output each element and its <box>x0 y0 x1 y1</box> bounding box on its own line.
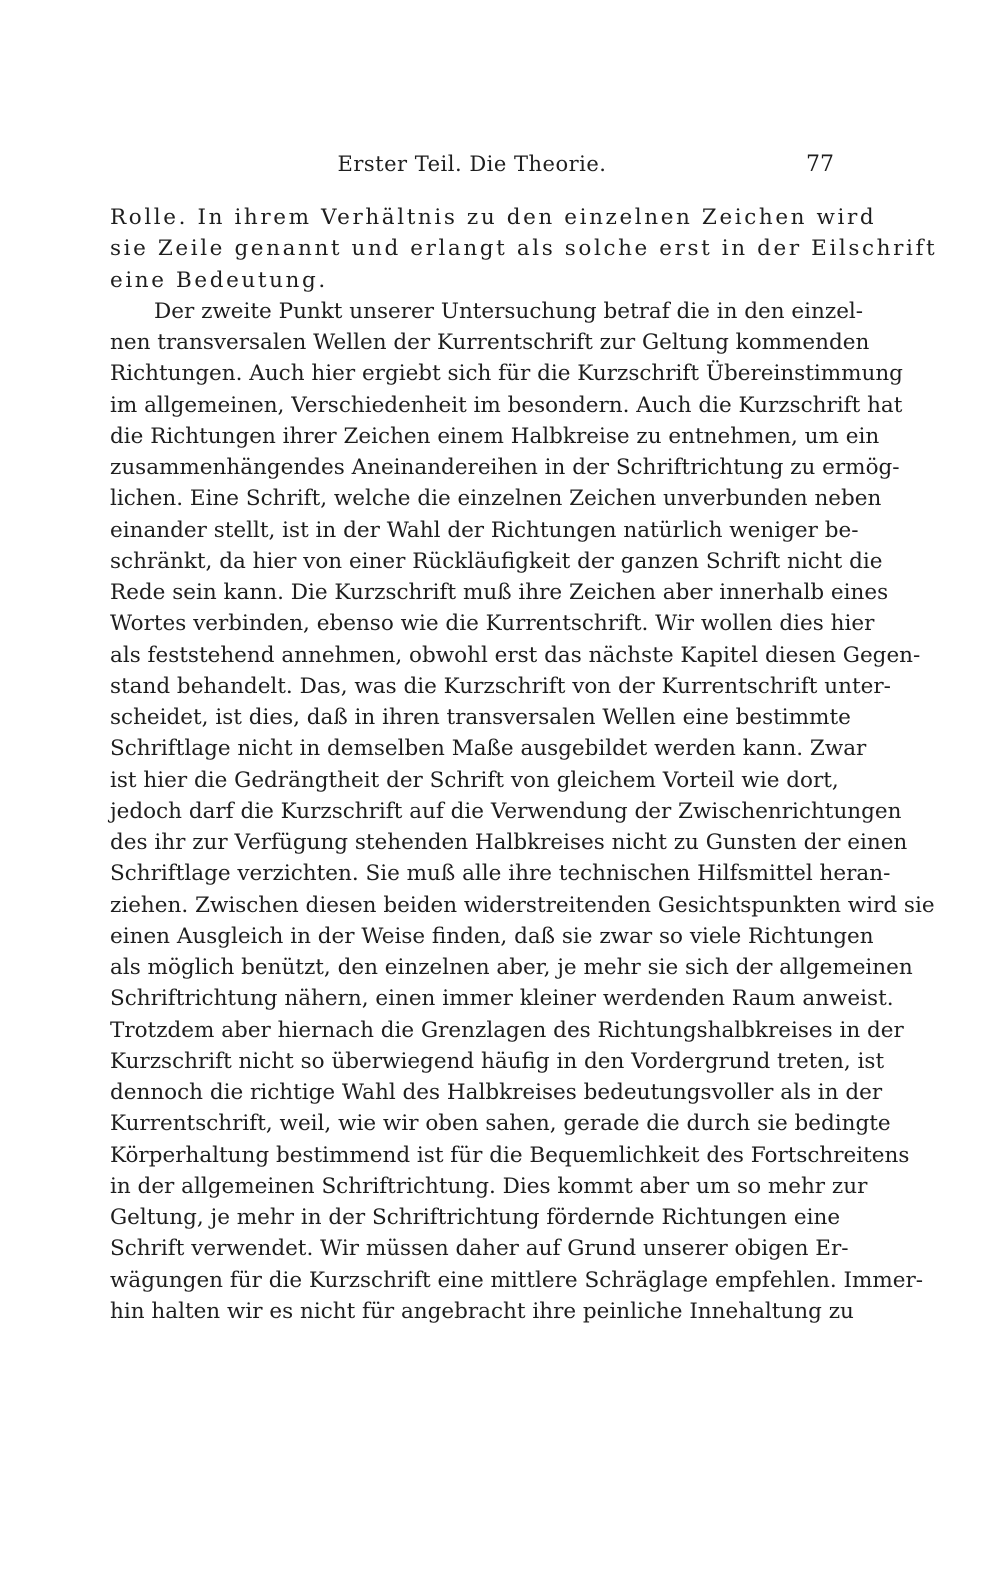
text-line: einander stellt, ist in der Wahl der Richtungen natürlich weniger be- <box>110 517 859 543</box>
text-line: Richtungen. Auch hier ergiebt sich für die Kurzschrift Übereinstimmung <box>110 361 903 387</box>
text-line: Schriftlage nicht in demselben Maße ausgebildet werden kann. Zwar <box>110 736 867 762</box>
text-line: eine Bedeutung. <box>110 267 328 293</box>
text-line: Schriftrichtung nähern, einen immer kleiner werdenden Raum anweist. <box>110 986 894 1012</box>
text-line: Körperhaltung bestimmend ist für die Bequemlichkeit des Fortschreitens <box>110 1142 910 1168</box>
text-line: Schrift verwendet. Wir müssen daher auf Grund unserer obigen Er- <box>110 1236 849 1262</box>
text-line: Kurzschrift nicht so überwiegend häufig in den Vordergrund treten, ist <box>110 1048 885 1074</box>
text-line: Schriftlage verzichten. Sie muß alle ihre technischen Hilfsmittel heran- <box>110 861 891 887</box>
text-line: Rede sein kann. Die Kurzschrift muß ihre Zeichen aber innerhalb eines <box>110 580 889 605</box>
text-line: wägungen für die Kurzschrift eine mittlere Schräglage empfehlen. Immer- <box>110 1267 924 1293</box>
text-line: die Richtungen ihrer Zeichen einem Halbkreise zu entnehmen, um ein <box>110 423 880 449</box>
text-line: sie Zeile genannt und erlangt als solche erst in der Eilschrift <box>110 236 938 262</box>
text-line: Trotzdem aber hiernach die Grenzlagen des Richtungshalbkreises in der <box>110 1017 904 1043</box>
page-number: 77 <box>806 152 834 177</box>
text-line: als feststehend annehmen, obwohl erst das nächste Kapitel diesen Gegen- <box>110 642 921 668</box>
text-line: ziehen. Zwischen diesen beiden widerstreitenden Gesichtspunkten wird sie <box>110 892 935 918</box>
text-line: dennoch die richtige Wahl des Halbkreises bedeutungsvoller als in der <box>110 1080 883 1105</box>
text-line: zusammenhängendes Aneinandereihen in der Schriftrichtung zu ermög- <box>110 455 900 480</box>
text-line: Geltung, je mehr in der Schriftrichtung fördernde Richtungen eine <box>110 1205 841 1230</box>
text-line: Wortes verbinden, ebenso wie die Kurrentschrift. Wir wollen dies hier <box>110 611 875 637</box>
text-line: scheidet, ist dies, daß in ihren transversalen Wellen eine bestimmte <box>110 705 851 730</box>
text-line: hin halten wir es nicht für angebracht ihre peinliche Innehaltung zu <box>110 1298 854 1324</box>
text-line: als möglich benützt, den einzelnen aber, je mehr sie sich der allgemeinen <box>110 955 913 980</box>
text-line: schränkt, da hier von einer Rückläufigkeit der ganzen Schrift nicht die <box>110 548 883 574</box>
text-line: nen transversalen Wellen der Kurrentschrift zur Geltung kommenden <box>110 330 870 355</box>
text-line: Rolle. In ihrem Verhältnis zu den einzelnen Zeichen wird <box>110 205 877 230</box>
text-line: in der allgemeinen Schriftrichtung. Dies kommt aber um so mehr zur <box>110 1173 868 1199</box>
paragraph-first-line: Der zweite Punkt unserer Untersuchung betraf die in den einzel- <box>154 298 864 324</box>
text-line: stand behandelt. Das, was die Kurzschrift von der Kurrentschrift unter- <box>110 673 891 699</box>
text-line: einen Ausgleich in der Weise finden, daß sie zwar so viele Richtungen <box>110 923 874 949</box>
text-line: des ihr zur Verfügung stehenden Halbkreises nicht zu Gunsten der einen <box>110 830 908 855</box>
text-line: Kurrentschrift, weil, wie wir oben sahen, gerade die durch sie bedingte <box>110 1111 891 1137</box>
body-text <box>110 202 938 1327</box>
text-line: ist hier die Gedrängtheit der Schrift von gleichem Vorteil wie dort, <box>110 767 839 793</box>
running-head <box>110 152 834 186</box>
text-line: jedoch darf die Kurzschrift auf die Verwendung der Zwischenrichtungen <box>110 798 902 824</box>
text-line: im allgemeinen, Verschiedenheit im besondern. Auch die Kurzschrift hat <box>110 392 903 418</box>
running-title: Erster Teil. Die Theorie. <box>337 152 607 176</box>
text-line: lichen. Eine Schrift, welche die einzelnen Zeichen unverbunden neben <box>110 486 882 512</box>
